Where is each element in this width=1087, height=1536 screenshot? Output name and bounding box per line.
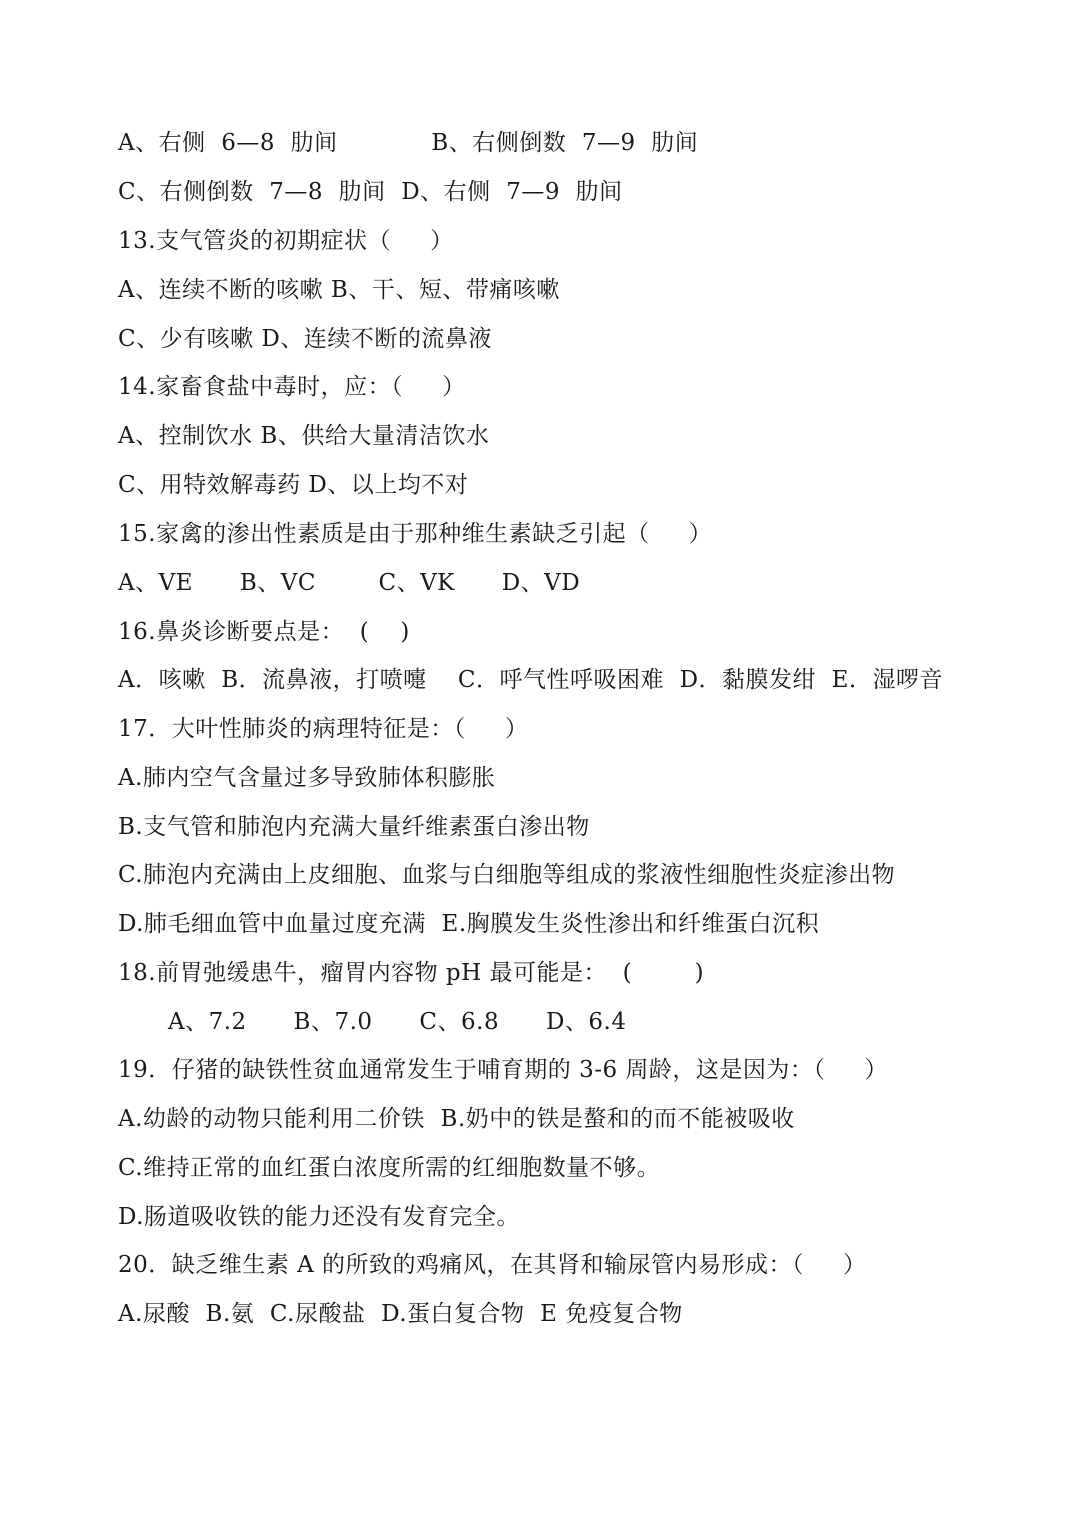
q12-options-ab: A、右侧 6—8 肋间 B、右侧倒数 7—9 肋间 bbox=[118, 130, 699, 156]
q13-options-ab: A、连续不断的咳嗽 B、干、短、带痛咳嗽 bbox=[118, 277, 560, 303]
q20-stem: 20．缺乏维生素 A 的所致的鸡痛风，在其肾和输尿管内易形成：（ ） bbox=[118, 1252, 867, 1278]
q15-options: A、VE B、VC C、VK D、VD bbox=[118, 570, 581, 596]
q12-options-cd: C、右侧倒数 7—8 肋间 D、右侧 7—9 肋间 bbox=[118, 179, 623, 205]
q19-option-d: D.肠道吸收铁的能力还没有发育完全。 bbox=[118, 1204, 520, 1230]
q13-stem: 13.支气管炎的初期症状（ ） bbox=[118, 228, 454, 254]
q14-options-cd: C、用特效解毒药 D、以上均不对 bbox=[118, 472, 469, 498]
q15-stem: 15.家禽的渗出性素质是由于那种维生素缺乏引起（ ） bbox=[118, 521, 713, 547]
q18-options: A、7.2 B、7.0 C、6.8 D、6.4 bbox=[168, 1009, 627, 1035]
q19-options-ab: A.幼龄的动物只能利用二价铁 B.奶中的铁是螯和的而不能被吸收 bbox=[118, 1106, 795, 1132]
q16-options: A．咳嗽 B．流鼻液，打喷嚏 C．呼气性呼吸困难 D．黏膜发绀 E．湿啰音 bbox=[118, 667, 943, 693]
q14-stem: 14.家畜食盐中毒时，应：（ ） bbox=[118, 374, 466, 400]
q17-options-de: D.肺毛细血管中血量过度充满 E.胸膜发生炎性渗出和纤维蛋白沉积 bbox=[118, 911, 820, 937]
q14-options-ab: A、控制饮水 B、供给大量清洁饮水 bbox=[118, 423, 490, 449]
q19-stem: 19．仔猪的缺铁性贫血通常发生于哺育期的 3-6 周龄，这是因为：（ ） bbox=[118, 1057, 888, 1083]
q17-option-a: A.肺内空气含量过多导致肺体积膨胀 bbox=[118, 765, 496, 791]
q16-stem: 16.鼻炎诊断要点是： ( ) bbox=[118, 619, 410, 645]
q19-option-c: C.维持正常的血红蛋白浓度所需的红细胞数量不够。 bbox=[118, 1155, 661, 1181]
q18-stem: 18.前胃弛缓患牛，瘤胃内容物 pH 最可能是： ( ) bbox=[118, 960, 705, 986]
q17-option-b: B.支气管和肺泡内充满大量纤维素蛋白渗出物 bbox=[118, 814, 590, 840]
q20-options: A.尿酸 B.氨 C.尿酸盐 D.蛋白复合物 E 免疫复合物 bbox=[118, 1301, 683, 1327]
q13-options-cd: C、少有咳嗽 D、连续不断的流鼻液 bbox=[118, 326, 492, 352]
q17-stem: 17．大叶性肺炎的病理特征是：（ ） bbox=[118, 716, 529, 742]
q17-option-c: C.肺泡内充满由上皮细胞、血浆与白细胞等组成的浆液性细胞性炎症渗出物 bbox=[118, 862, 896, 888]
